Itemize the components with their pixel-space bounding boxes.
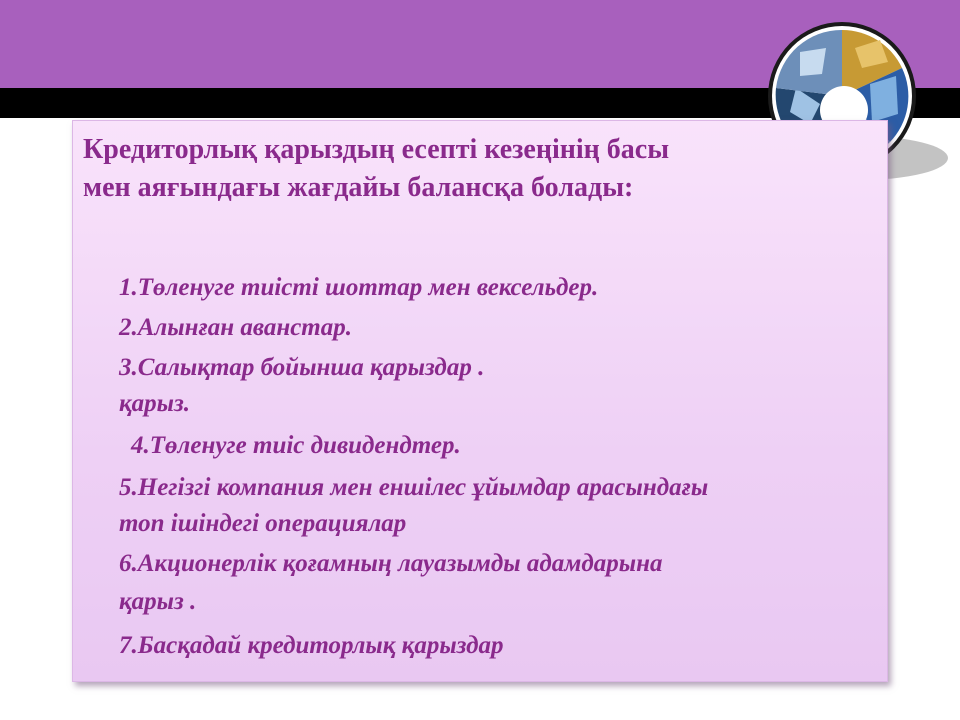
list-item: топ ішіндегі операциялар <box>119 510 407 537</box>
list-item: 5.Негізгі компания мен еншілес ұйымдар арасындағы <box>119 474 709 501</box>
list-item: 3.Салықтар бойынша қарыздар . <box>119 354 485 381</box>
content-panel <box>72 120 888 682</box>
item-list <box>73 121 889 683</box>
list-item: 1.Төленуге тиісті шоттар мен вексельдер. <box>119 274 599 301</box>
list-item: қарыз. <box>119 390 191 417</box>
list-item: қарыз . <box>119 588 197 615</box>
list-item: 4.Төленуге тиіс дивидендтер. <box>131 432 461 459</box>
list-item: 7.Басқадай кредиторлық қарыздар <box>119 632 504 659</box>
list-item: 6.Акционерлік қоғамның лауазымды адамдарына <box>119 550 663 577</box>
slide-heading-line-2: мен аяғындағы жағдайы балансқа болады: <box>83 172 634 203</box>
list-item: 2.Алынған аванстар. <box>119 314 353 341</box>
slide-heading-line-1: Кредиторлық қарыздың есепті кезеңінің басы <box>83 134 670 165</box>
